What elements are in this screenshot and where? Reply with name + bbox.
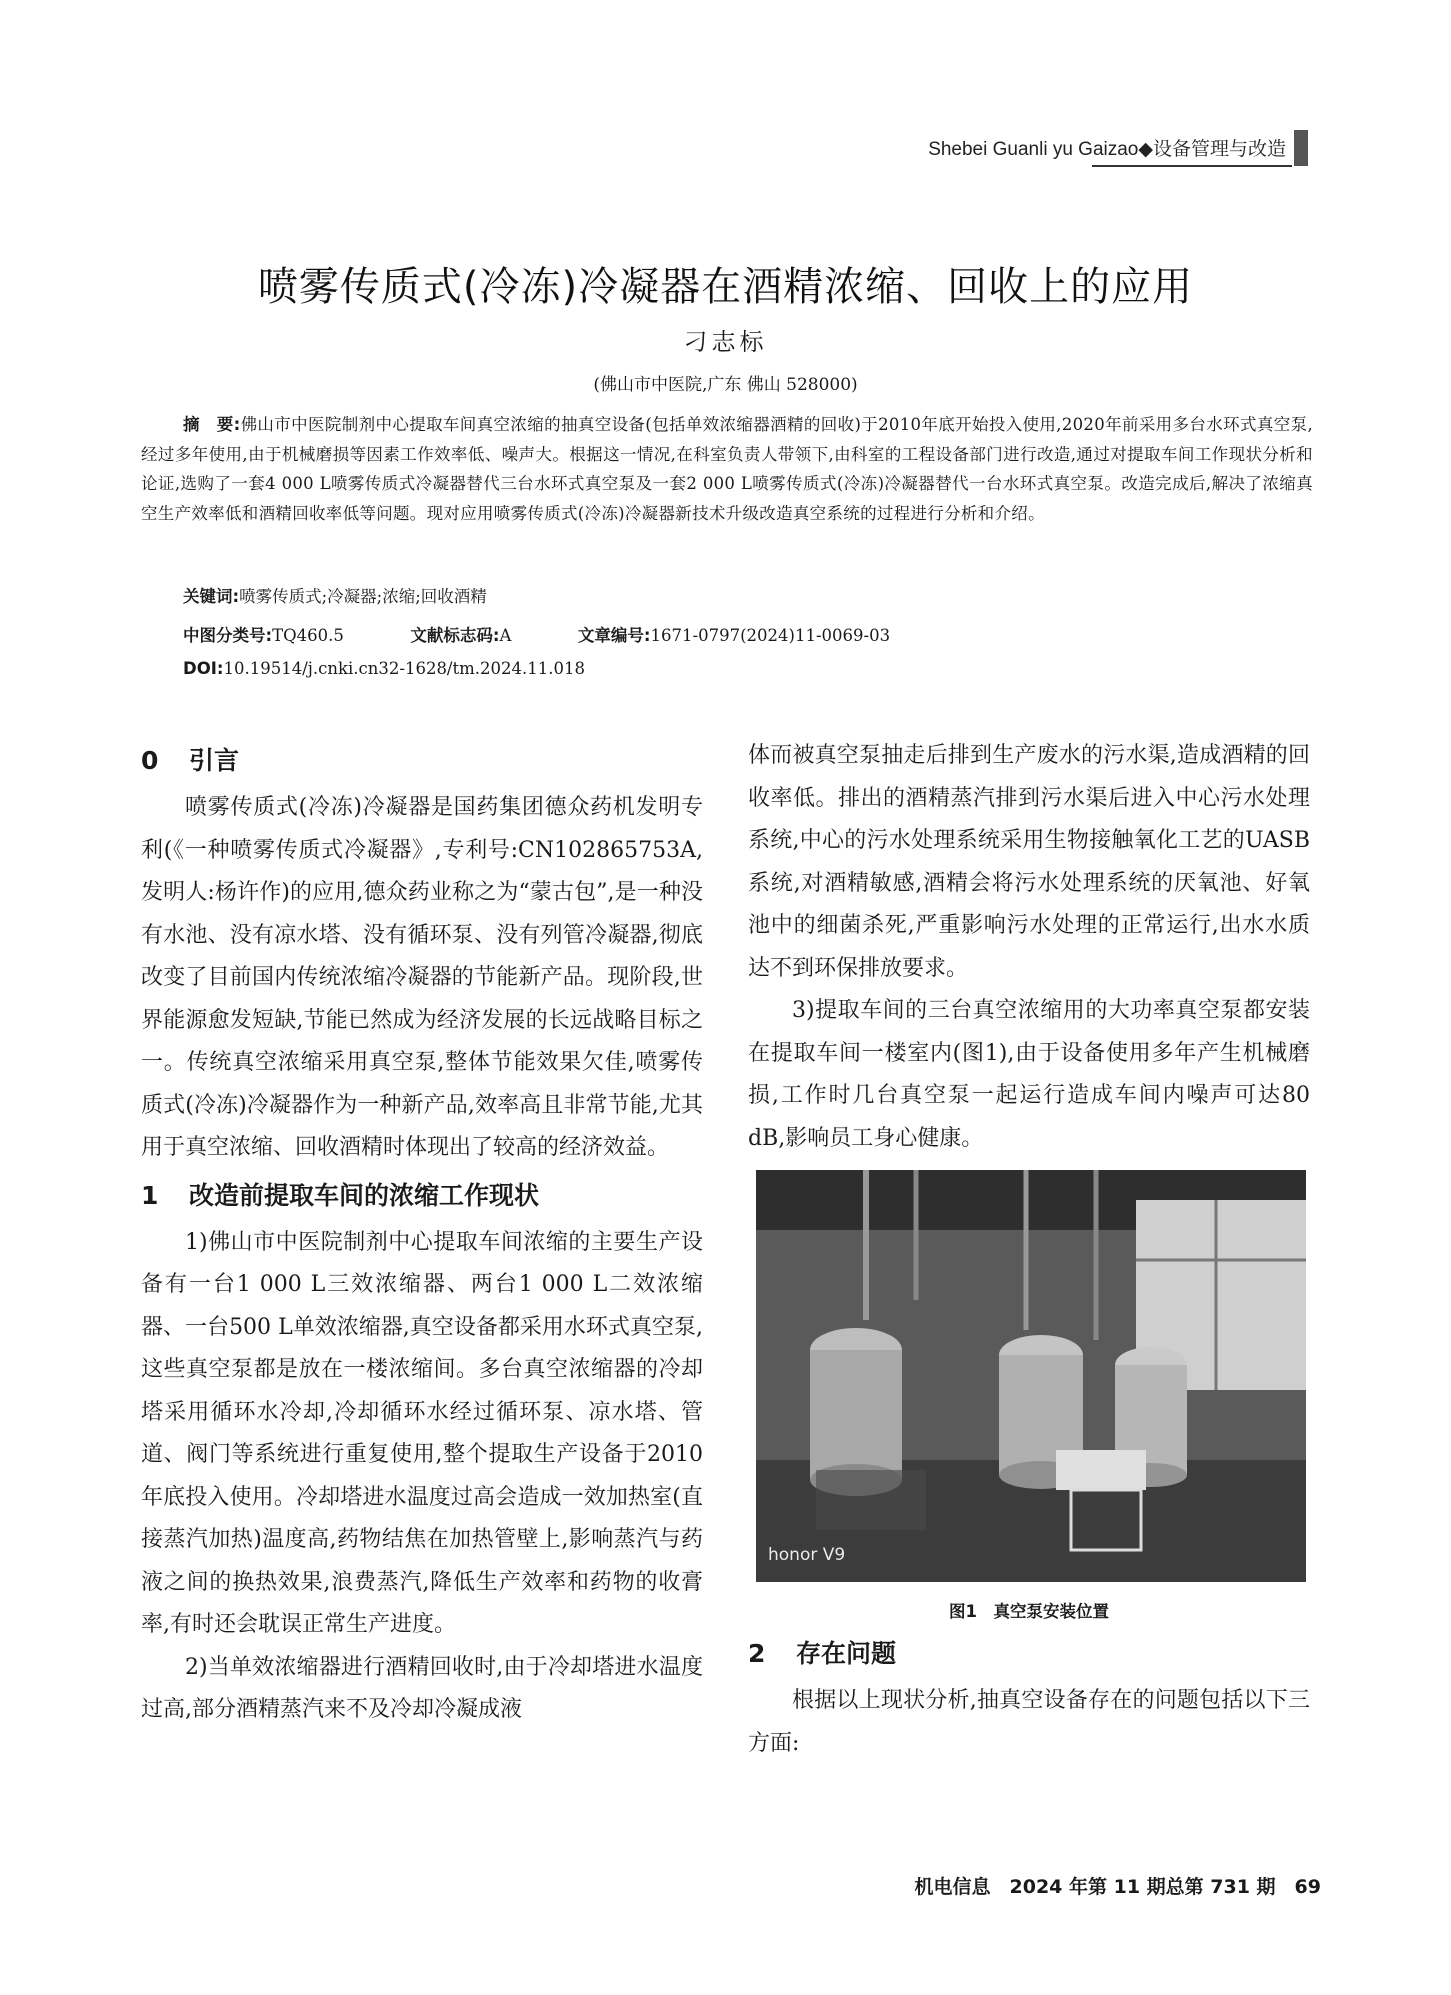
section-title: 引言 xyxy=(189,746,240,775)
keywords-text: 喷雾传质式;冷凝器;浓缩;回收酒精 xyxy=(239,587,487,606)
doi-label: DOI: xyxy=(183,659,224,678)
section-number: 1 xyxy=(141,1180,159,1210)
affiliation: (佛山市中医院,广东 佛山 528000) xyxy=(593,375,858,395)
doi-value: 10.19514/j.cnki.cn32-1628/tm.2024.11.018 xyxy=(223,659,585,678)
article-number-label: 文章编号: xyxy=(577,626,651,645)
section-number: 2 xyxy=(748,1639,766,1668)
keywords-label: 关键词: xyxy=(183,587,240,606)
keywords xyxy=(183,583,487,607)
paragraph: 3)提取车间的三台真空浓缩用的大功率真空泵都安装在提取车间一楼室内(图1),由于设备使用多年产生机械磨损,工作时几台真空泵一起运行造成车间内噪声可达80 dB,影响员工身心健康。 xyxy=(748,998,1310,1151)
paragraph: 体而被真空泵抽走后排到生产废水的污水渠,造成酒精的回收率低。排出的酒精蒸汽排到污水渠后进入中心污水处理系统,中心的污水处理系统采用生物接触氧化工艺的UASB系统,对酒精敏感,酒精会将污水处理系统的厌氧池、好氧池中的细菌杀死,严重影响污水处理的正常运行,出水水质达不到环保排放要求。 xyxy=(748,743,1310,981)
article-number-value: 1671-0797(2024)11-0069-03 xyxy=(650,626,891,645)
section-1-heading xyxy=(141,1170,703,1222)
abstract-text: 佛山市中医院制剂中心提取车间真空浓缩的抽真空设备(包括单效浓缩器酒精的回收)于2010年底开始投入使用,2020年前采用多台水环式真空泵,经过多年使用,由于机械磨损等因素工作效率低、噪声大。根据这一情况,在科室负责人带领下,由科室的工程设备部门进行改造,通过对提取车间工作现状分析和论证,选购了一套4 000 L喷雾传质式冷凝器替代三台水环式真空泵及一套2 000 L喷雾传质式(冷冻)冷凝器替代一台水环式真空泵。改造完成后,解决了浓缩真空生产效率低和酒精回收率低等问题。现对应用喷雾传质式(冷冻)冷凝器新技术升级改造真空系统的过程进行分析和介绍。 xyxy=(141,415,1313,523)
paragraph: 根据以上现状分析,抽真空设备存在的问题包括以下三方面: xyxy=(748,1688,1310,1756)
header-underline xyxy=(1092,165,1292,167)
abstract-label: 摘 要: xyxy=(183,415,241,434)
section-number: 0 xyxy=(141,746,159,775)
paragraph: 1)佛山市中医院制剂中心提取车间浓缩的主要生产设备有一台1 000 L三效浓缩器、两台1 000 L二效浓缩器、一台500 L单效浓缩器,真空设备都采用水环式真空泵,这些真空泵都是放在一楼浓缩间。多台真空浓缩器的冷却塔采用循环水冷却,冷却循环水经过循环泵、凉水塔、管道、阀门等系统进行重复使用,整个提取生产设备于2010年底投入使用。冷却塔进水温度过高会造成一效加热室(直接蒸汽加热)温度高,药物结焦在加热管壁上,影响蒸汽与药液之间的换热效果,浪费蒸汽,降低生产效率和药物的收膏率,有时还会耽误正常生产进度。 xyxy=(141,1229,703,1637)
running-header xyxy=(870,130,1310,170)
paragraph: 喷雾传质式(冷冻)冷凝器是国药集团德众药机发明专利(《一种喷雾传质式冷凝器》,专利号:CN102865753A,发明人:杨许作)的应用,德众药业称之为“蒙古包”,是一种没有水池、没有凉水塔、没有循环泵、没有列管冷凝器,彻底改变了目前国内传统浓缩冷凝器的节能新产品。现阶段,世界能源愈发短缺,节能已然成为经济发展的长远战略目标之一。传统真空浓缩采用真空泵,整体节能效果欠佳,喷雾传质式(冷冻)冷凝器作为一种新产品,效率高且非常节能,尤其用于真空浓缩、回收酒精时体现出了较高的经济效益。 xyxy=(141,795,703,1160)
classification xyxy=(183,622,890,646)
doc-code-label: 文献标志码: xyxy=(410,626,500,645)
section-2-heading xyxy=(748,1628,1310,1680)
author: 刁志标 xyxy=(683,328,768,356)
paragraph: 2)当单效浓缩器进行酒精回收时,由于冷却塔进水温度过高,部分酒精蒸汽来不及冷却冷凝成液 xyxy=(141,1654,703,1722)
section-title: 改造前提取车间的浓缩工作现状 xyxy=(189,1180,540,1210)
figure-caption: 图1 真空泵安装位置 xyxy=(949,1602,1109,1621)
clc-label: 中图分类号: xyxy=(183,626,273,645)
doi xyxy=(183,659,585,678)
left-column xyxy=(141,735,703,1732)
doc-code-value: A xyxy=(499,626,512,645)
clc-value: TQ460.5 xyxy=(272,626,344,645)
article-title: 喷雾传质式(冷冻)冷凝器在酒精浓缩、回收上的应用 xyxy=(257,264,1194,310)
abstract xyxy=(141,410,1313,528)
section-title: 存在问题 xyxy=(796,1639,897,1668)
footer-issue-info: 机电信息 2024 年第 11 期总第 731 期 69 xyxy=(914,1876,1321,1898)
section-0-heading xyxy=(141,735,703,787)
photo-illustration xyxy=(756,1170,1306,1582)
running-header-text: Shebei Guanli yu Gaizao◆设备管理与改造 xyxy=(928,139,1286,160)
right-column xyxy=(748,735,1310,1765)
photo-watermark: honor V9 xyxy=(768,1545,846,1565)
figure-photo-vacuum-pumps xyxy=(756,1170,1306,1582)
header-bar xyxy=(1294,130,1308,166)
